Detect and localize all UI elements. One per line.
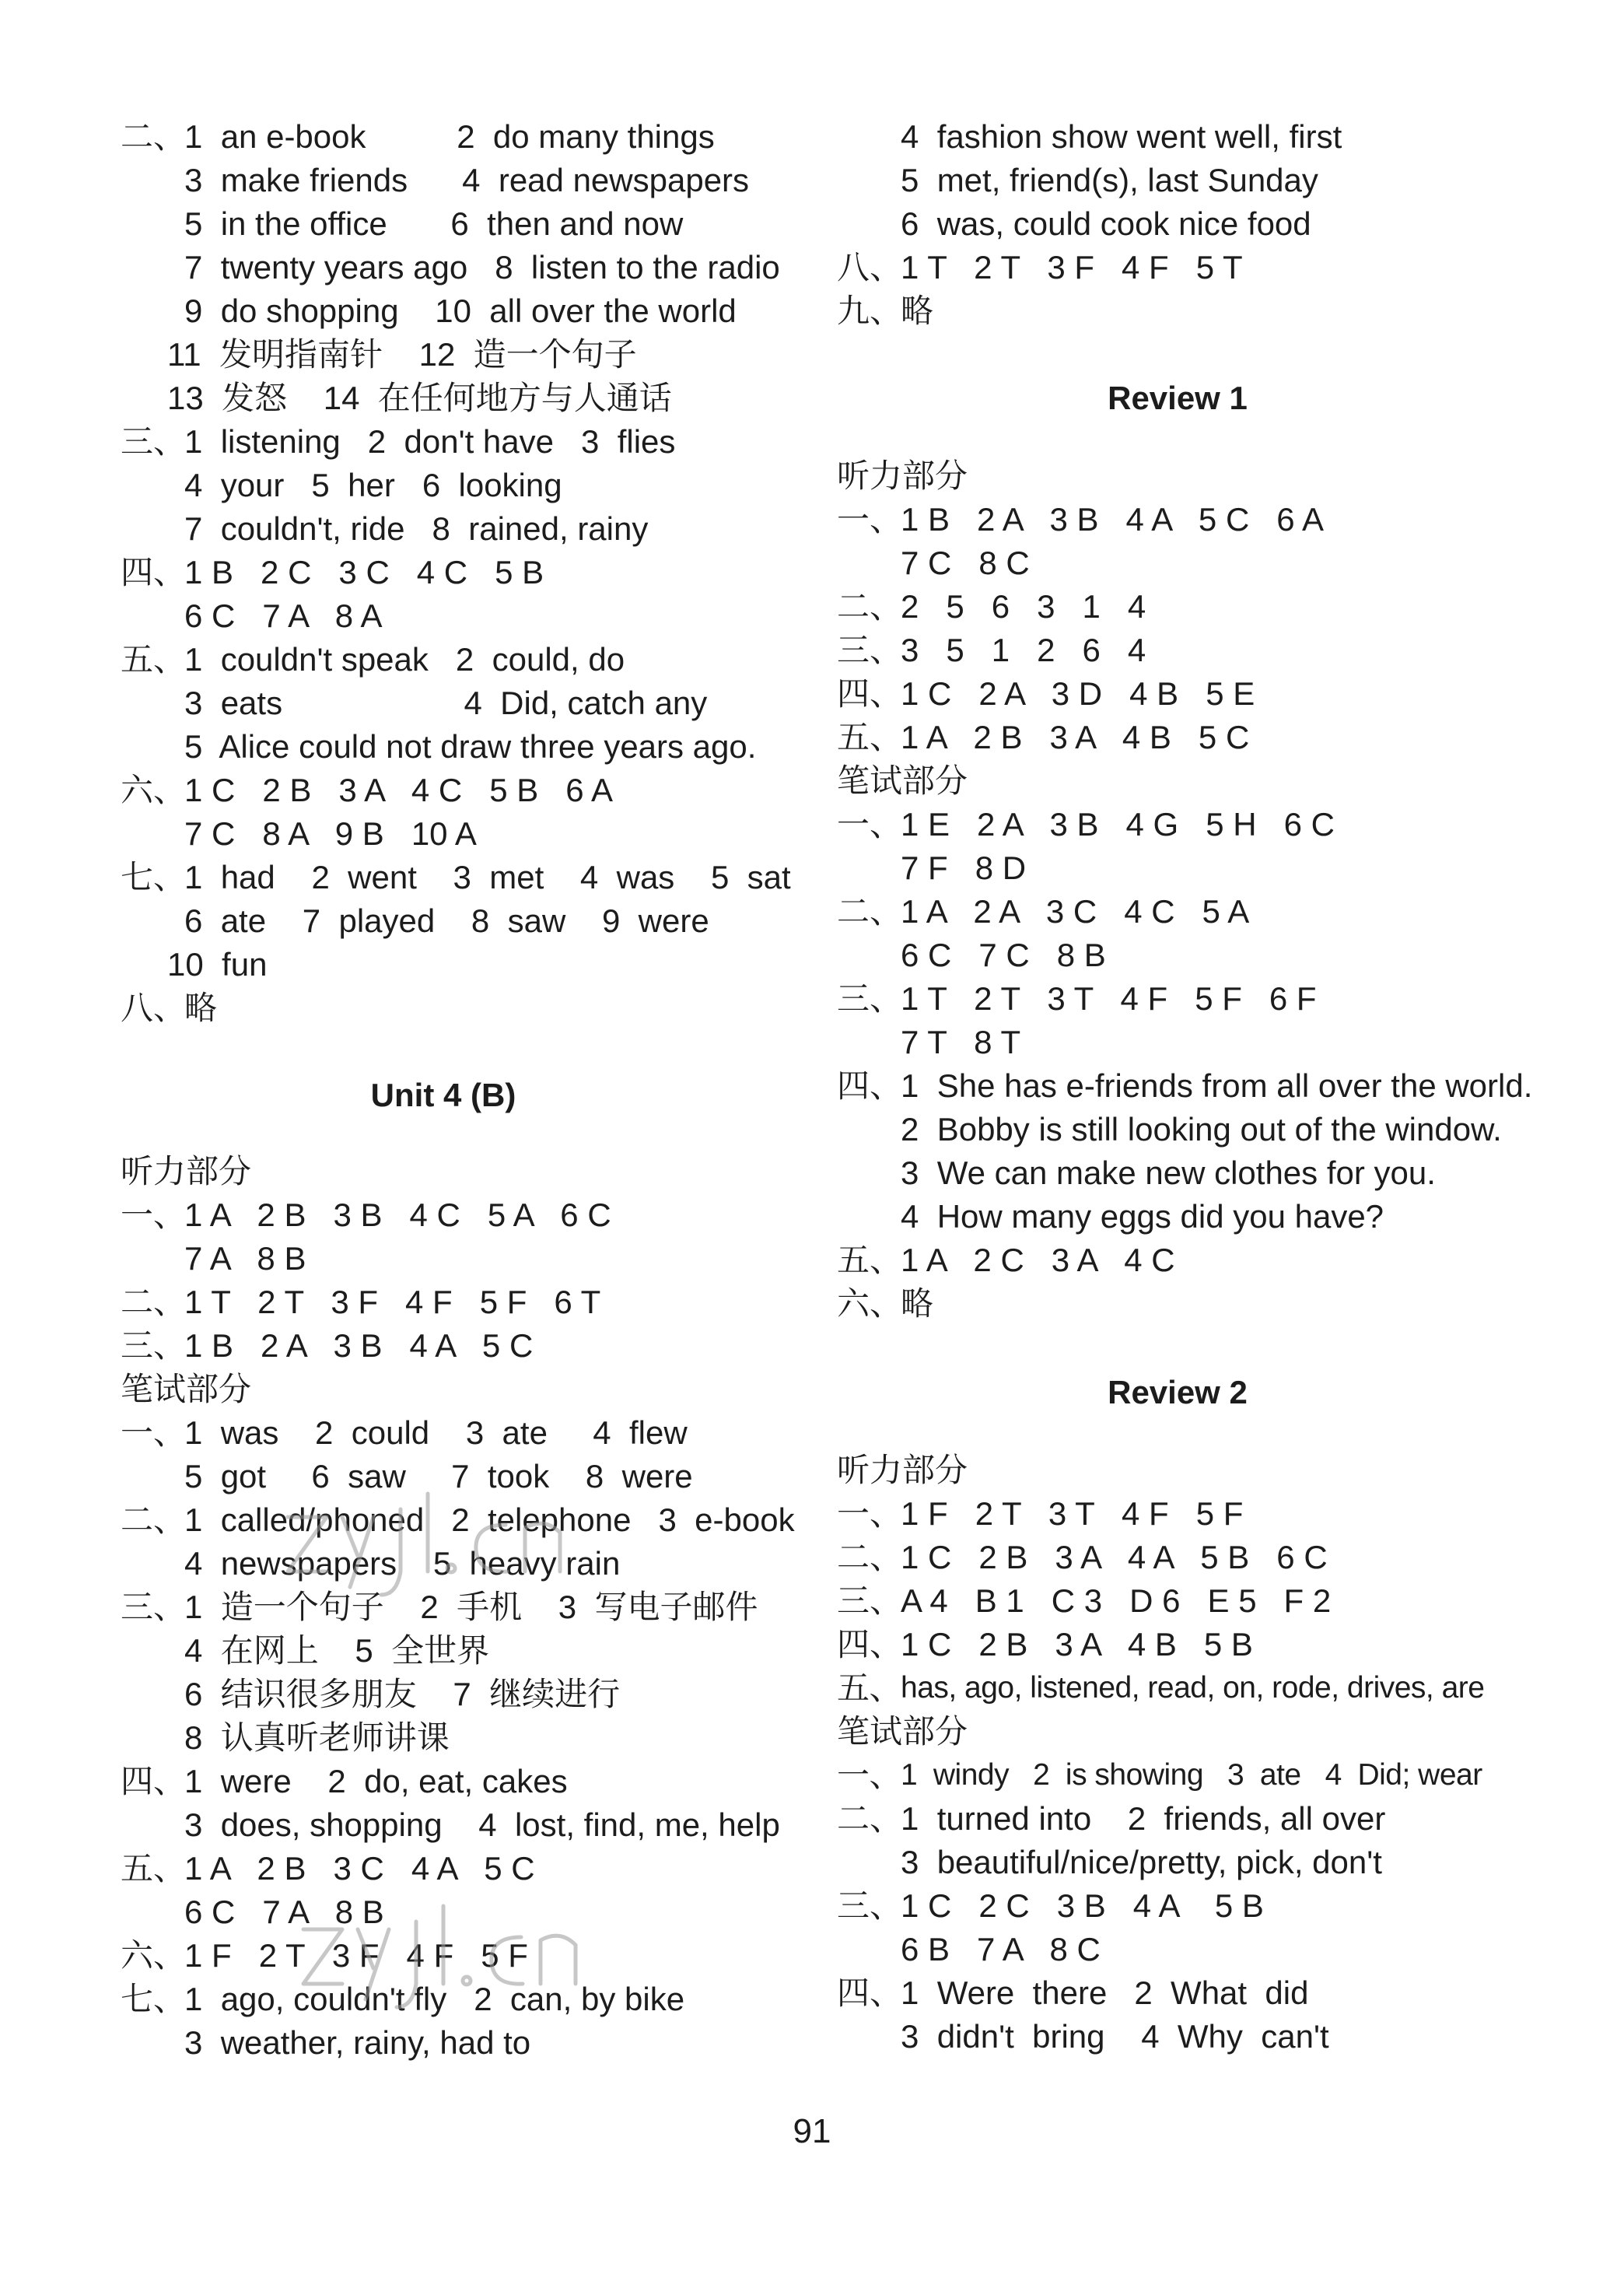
section-marker: 四、 <box>837 675 903 712</box>
answer-text: 1 She has e-friends from all over the world. <box>901 1067 1533 1104</box>
answer-text: 略 <box>901 293 934 329</box>
answer-text: 1 B 2 A 3 B 4 A 5 C <box>184 1327 534 1364</box>
answer-text: 1 E 2 A 3 B 4 G 5 H 6 C <box>901 806 1335 843</box>
answer-text: 1 windy 2 is showing 3 ate 4 Did; wear <box>901 1758 1482 1792</box>
answer-text: 1 F 2 T 3 T 4 F 5 F <box>901 1495 1244 1532</box>
answer-text: 1 couldn't speak 2 could, do <box>184 641 625 678</box>
answer-text: 1 were 2 do, eat, cakes <box>184 1763 568 1799</box>
section-marker: 二、 <box>837 588 903 625</box>
answer-text: 1 C 2 C 3 B 4 A 5 B <box>901 1887 1264 1924</box>
section-marker: 五、 <box>837 1670 902 1706</box>
unit-title: Unit 4 (B) <box>370 1077 516 1113</box>
section-marker: 四、 <box>121 554 187 590</box>
answer-text: 1 A 2 C 3 A 4 C <box>901 1242 1175 1278</box>
review-title: Review 2 <box>1108 1374 1248 1410</box>
answer-text: 6 B 7 A 8 C <box>901 1931 1101 1967</box>
section-marker: 五、 <box>837 719 903 755</box>
answer-text: 7 couldn't, ride 8 rained, rainy <box>184 510 649 547</box>
answer-text: 1 ago, couldn't fly 2 can, by bike <box>184 1981 685 2017</box>
section-marker: 六、 <box>837 1285 903 1322</box>
section-marker: 四、 <box>837 1626 903 1663</box>
section-marker: 三、 <box>837 632 903 668</box>
answer-text: 5 met, friend(s), last Sunday <box>901 162 1318 198</box>
section-marker: 二、 <box>837 1539 903 1575</box>
answer-text: 1 called/phoned 2 telephone 3 e-book <box>184 1501 795 1538</box>
section-marker: 三、 <box>121 1589 187 1625</box>
answer-text: 10 fun <box>167 946 268 983</box>
answer-text: 7 C 8 C <box>901 545 1030 581</box>
section-marker: 三、 <box>837 1582 903 1619</box>
answer-text: 1 C 2 B 3 A 4 B 5 B <box>901 1626 1253 1663</box>
section-marker: 八、 <box>837 249 903 286</box>
answer-text: 1 had 2 went 3 met 4 was 5 sat <box>184 859 791 895</box>
answer-text: 3 weather, rainy, had to <box>184 2024 531 2061</box>
answer-text: 3 We can make new clothes for you. <box>901 1155 1436 1191</box>
answer-text: 1 T 2 T 3 T 4 F 5 F 6 F <box>901 980 1317 1017</box>
answer-text: 3 does, shopping 4 lost, find, me, help <box>184 1806 780 1843</box>
listening-heading: 听力部分 <box>837 1452 968 1488</box>
section-marker: 四、 <box>837 1974 903 2011</box>
answer-text: 3 didn't bring 4 Why can't <box>901 2018 1329 2055</box>
answer-text: 3 5 1 2 6 4 <box>901 632 1146 668</box>
listening-heading: 听力部分 <box>121 1153 252 1190</box>
answer-text: 4 在网上 5 全世界 <box>184 1632 490 1669</box>
section-marker: 一、 <box>837 806 903 843</box>
writing-heading: 笔试部分 <box>837 1713 968 1750</box>
answer-text: 1 turned into 2 friends, all over <box>901 1800 1386 1837</box>
answer-text: 4 newspapers 5 heavy rain <box>184 1545 621 1582</box>
answer-text: A 4 B 1 C 3 D 6 E 5 F 2 <box>901 1582 1332 1619</box>
page-number: 91 <box>793 2112 831 2150</box>
answer-text: 1 B 2 C 3 C 4 C 5 B <box>184 554 544 590</box>
answer-text: 1 C 2 B 3 A 4 A 5 B 6 C <box>901 1539 1328 1575</box>
section-marker: 六、 <box>121 1937 187 1974</box>
answer-text: 5 Alice could not draw three years ago. <box>184 728 757 765</box>
answer-text: 2 5 6 3 1 4 <box>901 588 1146 625</box>
section-marker: 一、 <box>837 1757 902 1793</box>
answer-text: 1 T 2 T 3 F 4 F 5 F 6 T <box>184 1284 601 1320</box>
section-marker: 六、 <box>121 772 187 808</box>
answer-text: 1 was 2 could 3 ate 4 flew <box>184 1414 688 1451</box>
answer-text: 1 A 2 A 3 C 4 C 5 A <box>901 893 1250 930</box>
section-marker: 三、 <box>121 1327 187 1364</box>
review-title: Review 1 <box>1108 380 1248 416</box>
answer-text: 7 F 8 D <box>901 850 1027 886</box>
answer-text: 1 造一个句子 2 手机 3 写电子邮件 <box>184 1589 758 1625</box>
answer-text: 1 T 2 T 3 F 4 F 5 T <box>901 249 1243 286</box>
answer-text: 4 fashion show went well, first <box>901 118 1342 155</box>
section-marker: 三、 <box>837 1887 903 1924</box>
answer-text: 4 How many eggs did you have? <box>901 1198 1384 1235</box>
answer-text: 3 make friends 4 read newspapers <box>184 162 750 198</box>
section-marker: 五、 <box>121 1850 187 1887</box>
answer-text: 1 B 2 A 3 B 4 A 5 C 6 A <box>901 501 1325 538</box>
answer-text: 略 <box>184 990 218 1026</box>
answer-text: 2 Bobby is still looking out of the window. <box>901 1111 1502 1148</box>
answer-text: 7 twenty years ago 8 listen to the radio <box>184 249 780 286</box>
answer-text: 1 Were there 2 What did <box>901 1974 1309 2011</box>
answer-text: 8 认真听老师讲课 <box>184 1719 450 1756</box>
section-marker: 二、 <box>121 1284 187 1320</box>
answer-text: 13 发怒 14 在任何地方与人通话 <box>167 380 672 416</box>
answer-text: 1 C 2 A 3 D 4 B 5 E <box>901 675 1255 712</box>
section-marker: 一、 <box>121 1197 187 1233</box>
section-marker: 一、 <box>837 1495 903 1532</box>
answer-text: 1 an e-book 2 do many things <box>184 118 715 155</box>
answer-text: 6 was, could cook nice food <box>901 205 1311 242</box>
answer-text: 6 ate 7 played 8 saw 9 were <box>184 902 709 939</box>
section-marker: 二、 <box>837 893 903 930</box>
answer-text: 6 C 7 C 8 B <box>901 937 1106 973</box>
answer-text: 6 结识很多朋友 7 继续进行 <box>184 1676 621 1712</box>
answer-text: 11 发明指南针 12 造一个句子 <box>167 336 637 373</box>
answer-text: 1 A 2 B 3 C 4 A 5 C <box>184 1850 535 1887</box>
section-marker: 三、 <box>121 423 187 460</box>
section-marker: 三、 <box>837 980 903 1017</box>
answer-text: 9 do shopping 10 all over the world <box>184 293 737 329</box>
section-marker: 五、 <box>121 641 187 678</box>
section-marker: 二、 <box>121 1501 187 1538</box>
answer-text: 5 got 6 saw 7 took 8 were <box>184 1458 693 1494</box>
answer-text: 5 in the office 6 then and now <box>184 205 684 242</box>
answer-text: 6 C 7 A 8 A <box>184 597 383 634</box>
answer-text: 4 your 5 her 6 looking <box>184 467 562 503</box>
answer-text: 1 A 2 B 3 A 4 B 5 C <box>901 719 1250 755</box>
answer-text: has, ago, listened, read, on, rode, drives, are <box>901 1671 1485 1705</box>
section-marker: 一、 <box>837 501 903 538</box>
answer-text: 7 T 8 T <box>901 1024 1021 1060</box>
answer-text: 1 C 2 B 3 A 4 C 5 B 6 A <box>184 772 613 808</box>
answer-text: 1 listening 2 don't have 3 flies <box>184 423 676 460</box>
section-marker: 二、 <box>837 1800 903 1837</box>
listening-heading: 听力部分 <box>837 457 968 494</box>
answer-text: 1 F 2 T 3 F 4 F 5 F <box>184 1937 528 1974</box>
section-marker: 七、 <box>121 859 187 895</box>
section-marker: 二、 <box>121 118 187 155</box>
answer-text: 6 C 7 A 8 B <box>184 1894 384 1930</box>
answer-text: 3 eats 4 Did, catch any <box>184 685 708 721</box>
answer-text: 7 C 8 A 9 B 10 A <box>184 815 477 852</box>
writing-heading: 笔试部分 <box>837 762 968 799</box>
section-marker: 五、 <box>837 1242 903 1278</box>
section-marker: 四、 <box>121 1763 187 1799</box>
writing-heading: 笔试部分 <box>121 1371 252 1407</box>
section-marker: 七、 <box>121 1981 187 2017</box>
section-marker: 一、 <box>121 1414 187 1451</box>
section-marker: 四、 <box>837 1067 903 1104</box>
answer-text: 略 <box>901 1285 934 1322</box>
section-marker: 九、 <box>837 293 903 329</box>
section-marker: 八、 <box>121 990 187 1026</box>
answer-text: 3 beautiful/nice/pretty, pick, don't <box>901 1844 1382 1880</box>
answer-text: 1 A 2 B 3 B 4 C 5 A 6 C <box>184 1197 611 1233</box>
answer-text: 7 A 8 B <box>184 1240 306 1277</box>
